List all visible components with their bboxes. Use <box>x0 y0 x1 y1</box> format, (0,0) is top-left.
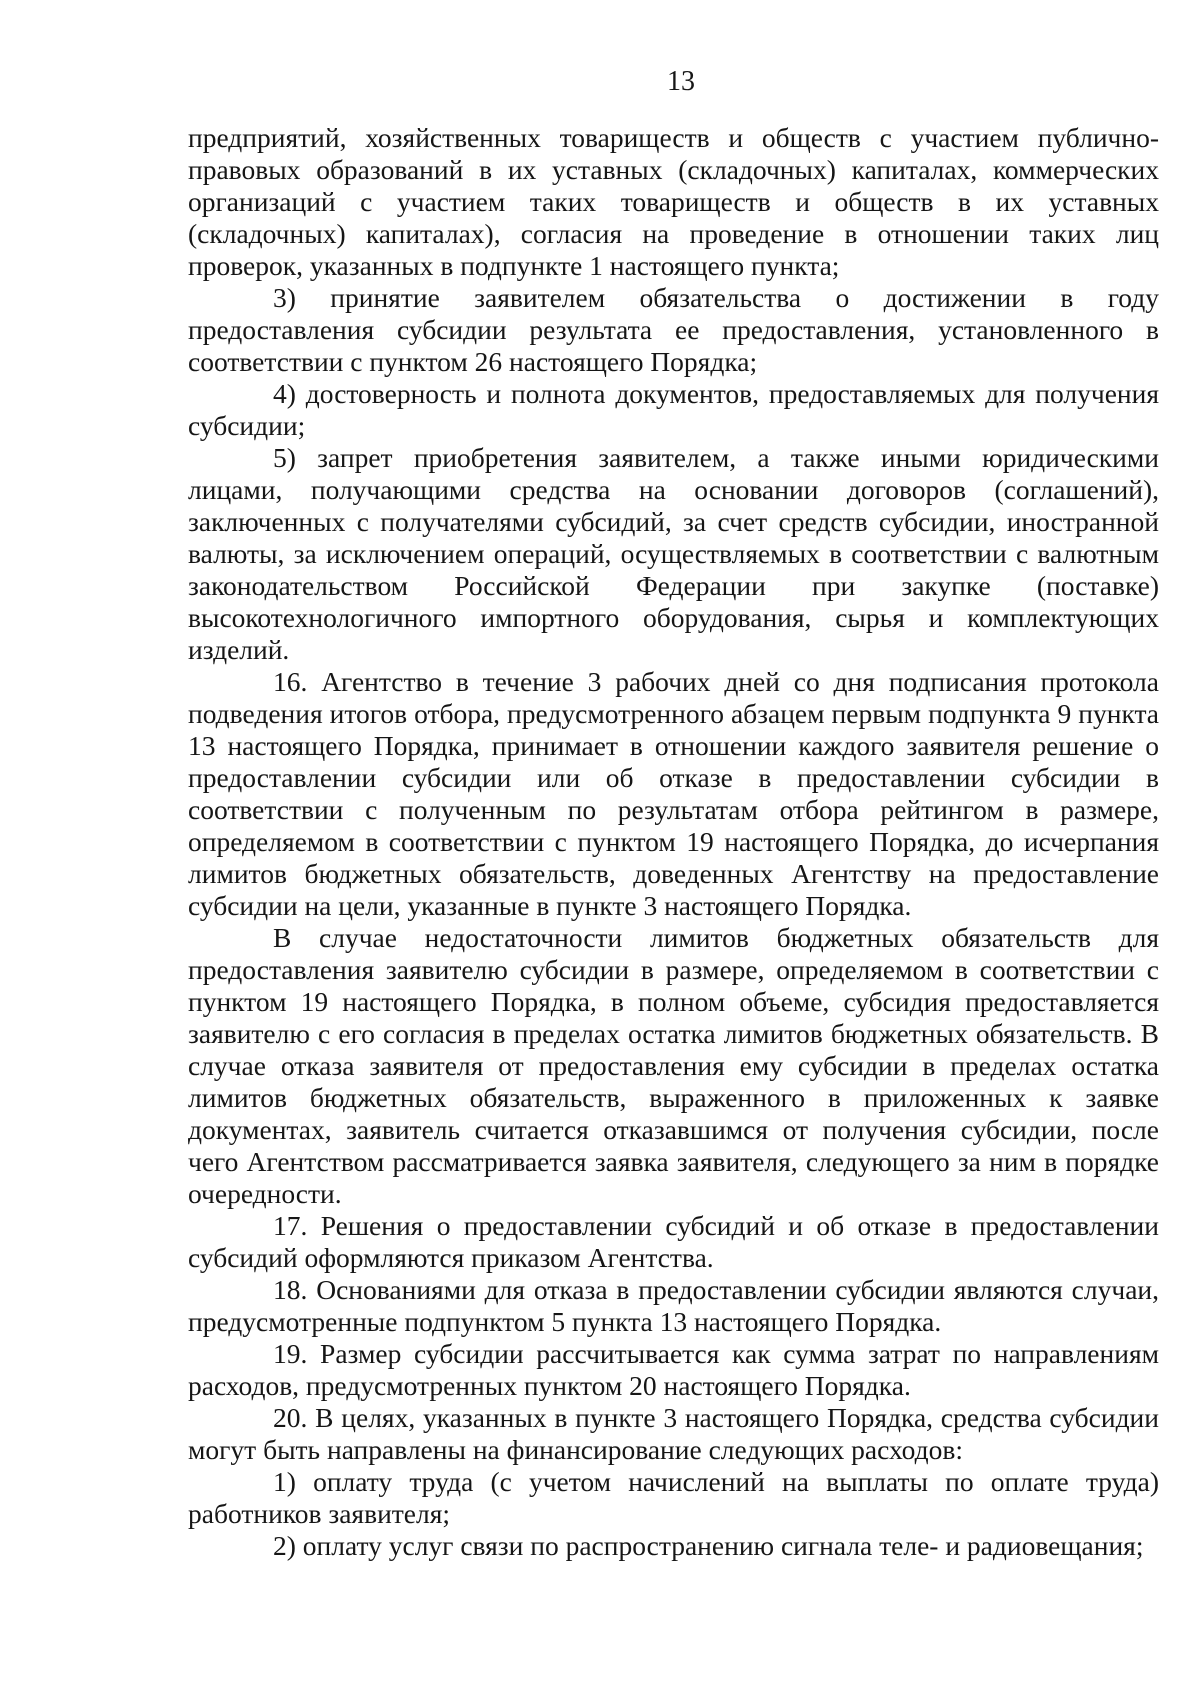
paragraph-clause-17: 17. Решения о предоставлении субсидий и об отказе в предоставлении субсидий оформляются приказом Агентства. <box>188 1210 1159 1273</box>
paragraph-continuation: предприятий, хозяйственных товариществ и обществ с участием публично-правовых образований в их уставных (складочных) капиталах, коммерческих организаций с участием таких товариществ и обществ в их уставных (складочных) капиталах), согласия на проведение в отношении таких лиц проверок, указанных в подпункте 1 настоящего пункта; <box>188 122 1159 281</box>
paragraph-item-3: 3) принятие заявителем обязательства о достижении в году предоставления субсидии результата ее предоставления, установленного в соответствии с пунктом 26 настоящего Порядка; <box>188 282 1159 377</box>
paragraph-clause-20: 20. В целях, указанных в пункте 3 настоящего Порядка, средства субсидии могут быть направлены на финансирование следующих расходов: <box>188 1402 1159 1465</box>
document-body <box>188 122 1159 1562</box>
paragraph-clause-18: 18. Основаниями для отказа в предоставлении субсидии являются случаи, предусмотренные подпунктом 5 пункта 13 настоящего Порядка. <box>188 1274 1159 1337</box>
paragraph-item-5: 5) запрет приобретения заявителем, а также иными юридическими лицами, получающими средства на основании договоров (соглашений), заключенных с получателями субсидий, за счет средств субсидии, иностранной валюты, за исключением операций, осуществляемых в соответствии с валютным законодательством Российской Федерации при закупке (поставке) высокотехнологичного импортного оборудования, сырья и комплектующих изделий. <box>188 442 1159 665</box>
paragraph-expense-2: 2) оплату услуг связи по распространению сигнала теле- и радиовещания; <box>273 1530 1144 1561</box>
paragraph-clause-19: 19. Размер субсидии рассчитывается как сумма затрат по направлениям расходов, предусмотренных пунктом 20 настоящего Порядка. <box>188 1338 1159 1401</box>
paragraph-clause-16: 16. Агентство в течение 3 рабочих дней со дня подписания протокола подведения итогов отбора, предусмотренного абзацем первым подпункта 9 пункта 13 настоящего Порядка, принимает в отношении каждого заявителя решение о предоставлении субсидии или об отказе в предоставлении субсидии в соответствии с полученным по результатам отбора рейтингом в размере, определяемом в соответствии с пунктом 19 настоящего Порядка, до исчерпания лимитов бюджетных обязательств, доведенных Агентству на предоставление субсидии на цели, указанные в пункте 3 настоящего Порядка. <box>188 666 1159 921</box>
paragraph-expense-1: 1) оплату труда (с учетом начислений на выплаты по оплате труда) работников заявителя; <box>188 1466 1159 1529</box>
paragraph-clause-16-insufficient-limits: В случае недостаточности лимитов бюджетных обязательств для предоставления заявителю субсидии в размере, определяемом в соответствии с пунктом 19 настоящего Порядка, в полном объеме, субсидия предоставляется заявителю с его согласия в пределах остатка лимитов бюджетных обязательств. В случае отказа заявителя от предоставления ему субсидии в пределах остатка лимитов бюджетных обязательств, выраженного в приложенных к заявке документах, заявитель считается отказавшимся от получения субсидии, после чего Агентством рассматривается заявка заявителя, следующего за ним в порядке очередности. <box>188 922 1159 1209</box>
paragraph-item-4: 4) достоверность и полнота документов, предоставляемых для получения субсидии; <box>188 378 1159 441</box>
page-number: 13 <box>667 66 695 97</box>
